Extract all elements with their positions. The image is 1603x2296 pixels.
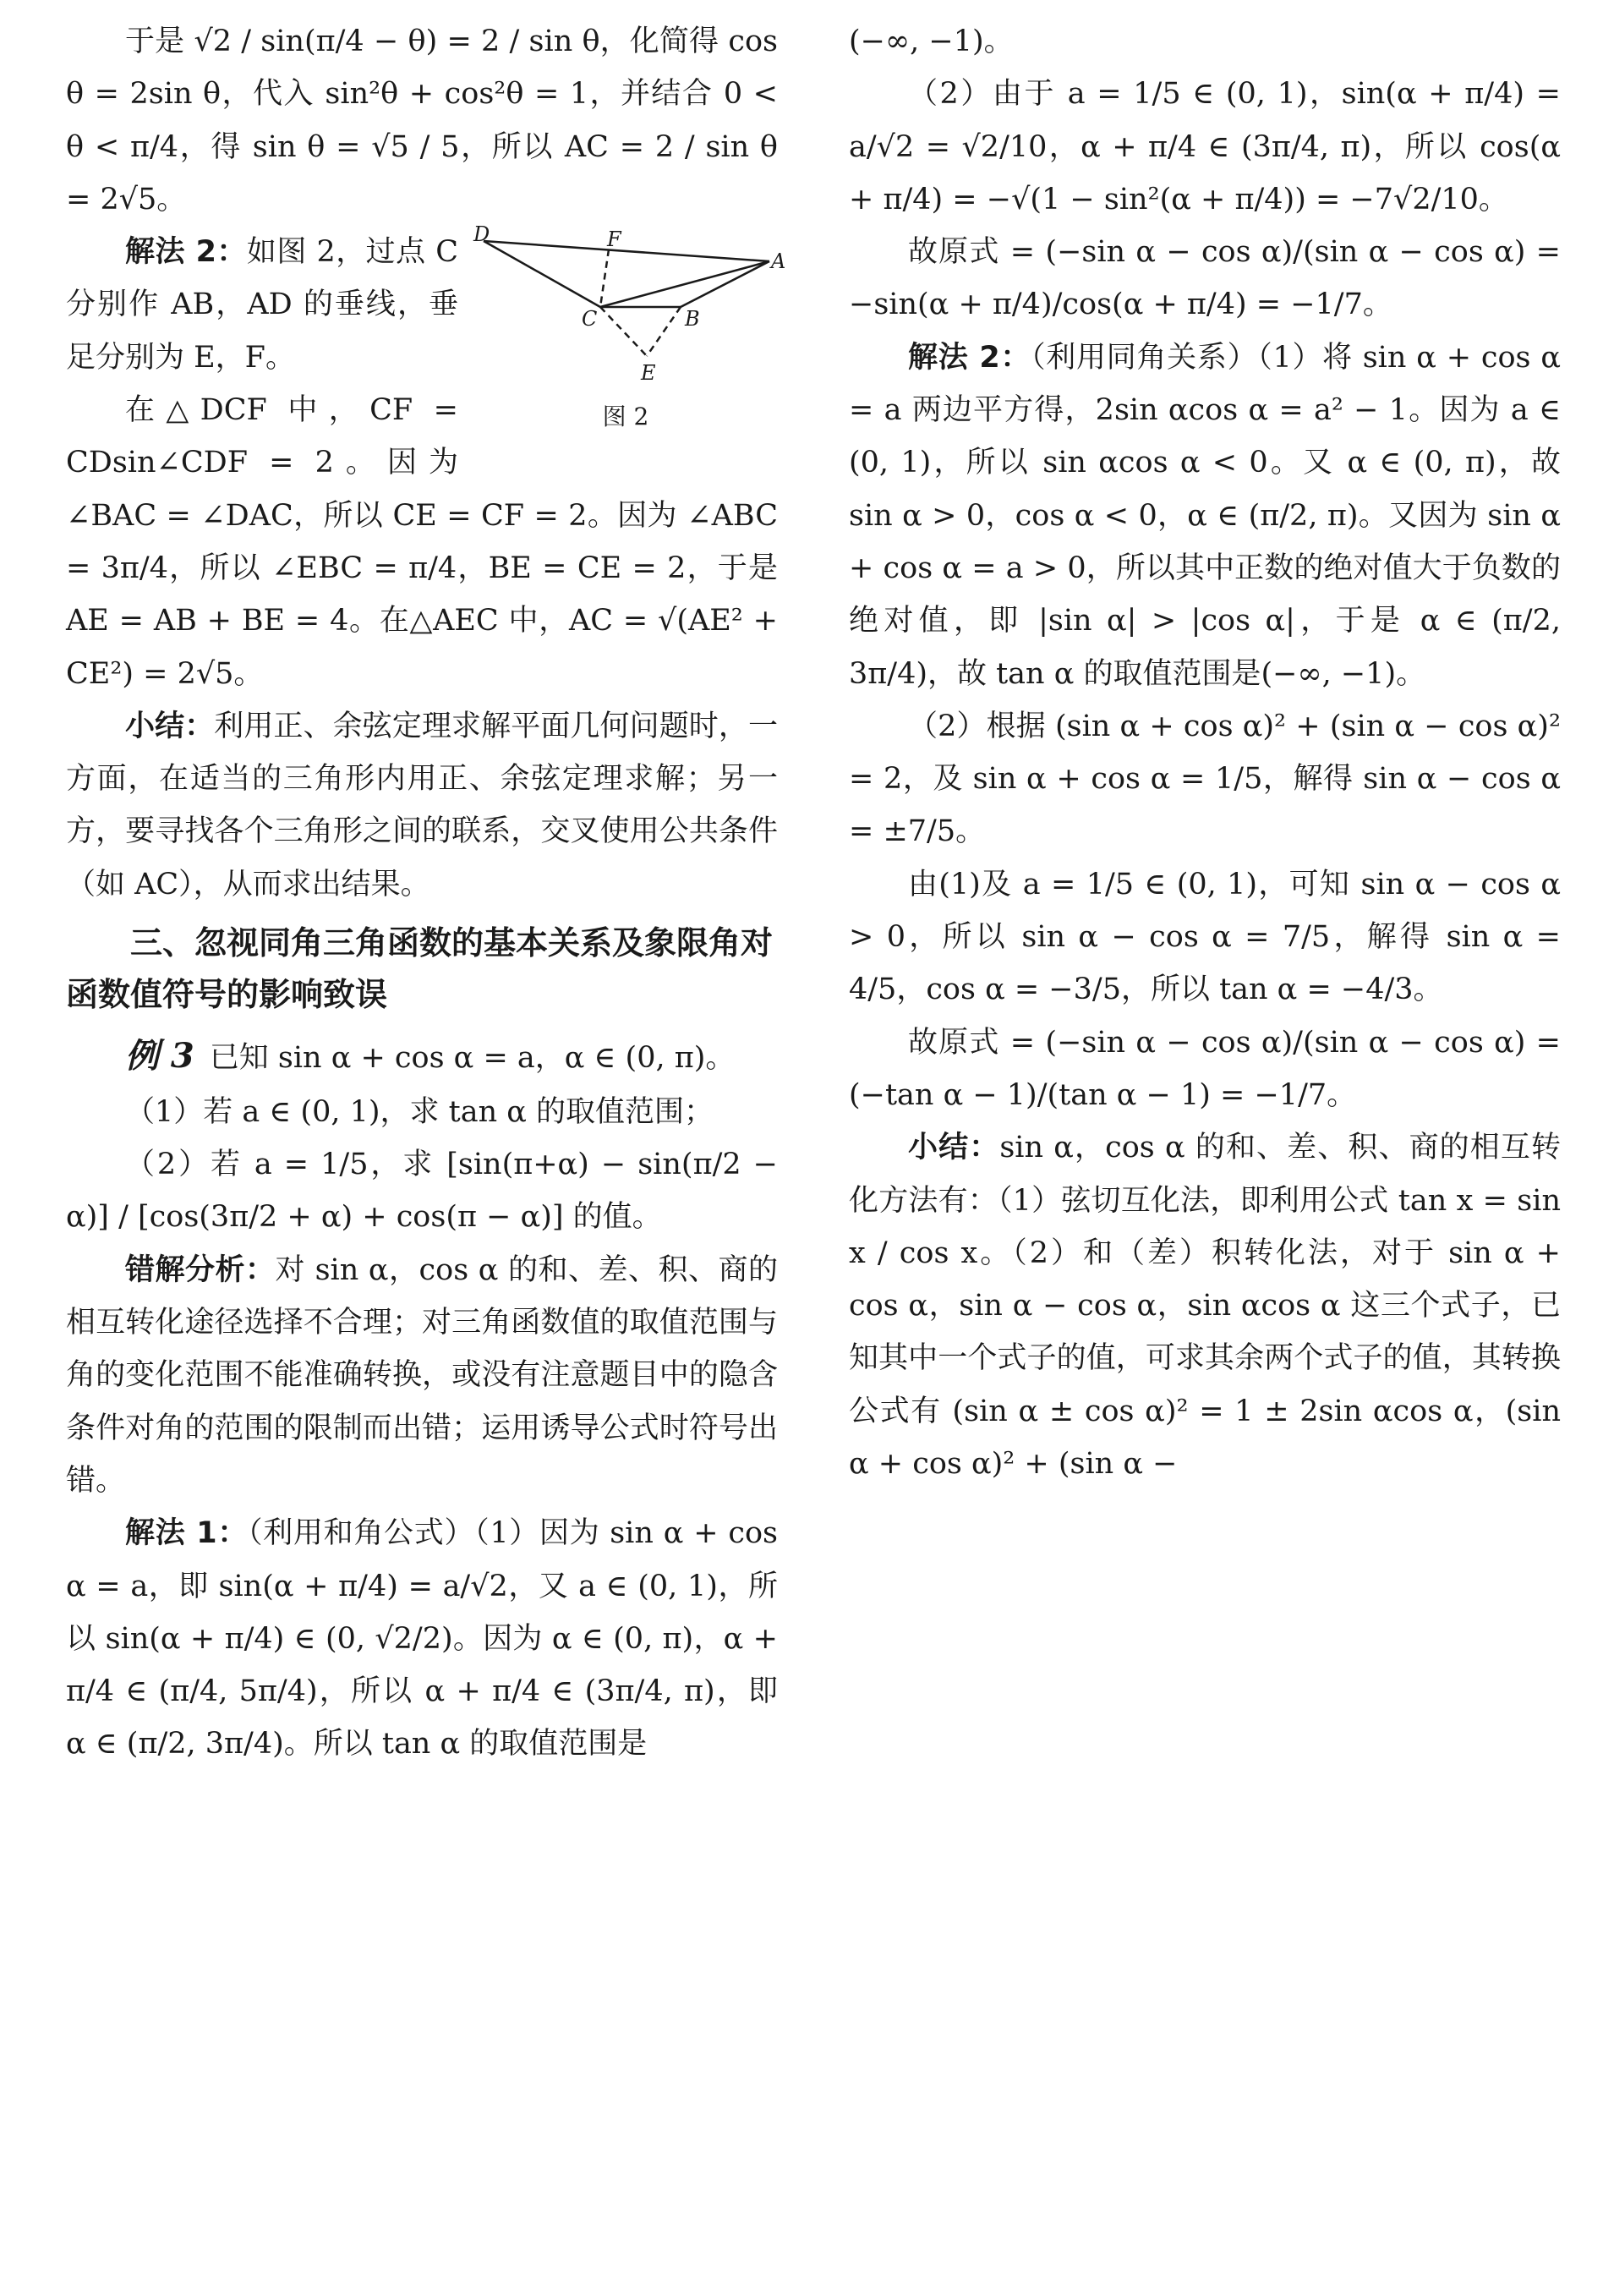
paragraph-method1 (66, 1507, 778, 1770)
summary-text: 利用正、余弦定理求解平面几何问题时，一方面，在适当的三角形内用正、余弦定理求解；另一方，要寻找各个三角形之间的联系，交叉使用公共条件（如 AC），从而求出结果。 (66, 709, 778, 901)
method1-text: （利用和角公式）（1）因为 sin α + cos α = a，即 sin(α + π/4) = a/√2，又 a ∈ (0, 1)，所以 sin(α + π/4) ∈ (0, √2/2)。因为 α ∈ (0, π)，α + π/4 ∈ (π/4, 5π/4)，所以 α + π/4 ∈ (3π/4, π)，即 α ∈ (π/2, 3π/4)。所以 tan α 的取值范围是 (66, 1516, 778, 1762)
paragraph-dcf: 在△DCF 中，CF = CDsin∠CDF = 2。因为 ∠BAC = ∠DAC，所以 CE = CF = 2。因为 ∠ABC = 3π/4，所以 ∠EBC = π/4，BE = CE = 2，于是 AE = AB + BE = 4。在△AEC 中，AC = √(AE² + CE²) = 2√5。 (66, 393, 778, 691)
label-a: A (771, 249, 786, 274)
example-label: 例 3 (125, 1035, 194, 1076)
paragraph-part2: （2）由于 a = 1/5 ∈ (0, 1)，sin(α + π/4) = a/√2 = √2/10，α + π/4 ∈ (3π/4, π)，所以 cos(α + π/4) = −√(1 − sin²(α + π/4)) = −7√2/10。 (849, 77, 1561, 216)
triangle-diagram (473, 222, 786, 400)
paragraph-method2-right (849, 332, 1561, 700)
error-analysis-label: 错解分析： (125, 1252, 276, 1287)
paragraph-error-analysis (66, 1244, 778, 1507)
label-e: E (641, 361, 656, 386)
paragraph-solution1-end: 于是 √2 / sin(π/4 − θ) = 2 / sin θ，化简得 cos θ = 2sin θ，代入 sin²θ + cos²θ = 1，并结合 0 < θ < π/4，得 sin θ = √5 / 5，所以 AC = 2 / sin θ = 2√5。 (66, 25, 778, 216)
paragraph-summary-right (849, 1121, 1561, 1490)
paragraph-example3 (66, 1026, 778, 1086)
question-2: （2）若 a = 1/5，求 [sin(π+α) − sin(π/2 − α)] / [cos(3π/2 + α) + cos(π − α)] 的值。 (66, 1148, 778, 1235)
example-text: 已知 sin α + cos α = a，α ∈ (0, π)。 (209, 1040, 736, 1075)
method2-right-text: （利用同角关系）（1）将 sin α + cos α = a 两边平方得，2sin αcos α = a² − 1。因为 a ∈ (0, 1)，所以 sin αcos α < 0。又 α ∈ (0, π)，故 sin α > 0，cos α < 0，α ∈ (π/2, π)。又因为 sin α + cos α = a > 0，所以其中正数的绝对值大于负数的绝对值，即 |sin α| > |cos α|，于是 α ∈ (π/2, 3π/4)，故 tan α 的取值范围是(−∞, −1)。 (849, 340, 1561, 691)
paragraph-original-value: 故原式 = (−sin α − cos α)/(sin α − cos α) = −sin(α + π/4)/cos(α + π/4) = −1/7。 (849, 235, 1561, 322)
figure-2 (473, 222, 786, 433)
paragraph-original-value-2: 故原式 = (−sin α − cos α)/(sin α − cos α) = (−tan α − 1)/(tan α − 1) = −1/7。 (849, 1025, 1561, 1112)
label-c: C (582, 307, 598, 332)
right-column (849, 15, 1561, 1490)
label-b: B (685, 307, 700, 332)
method2-label: 解法 2： (125, 235, 247, 270)
label-d: D (473, 222, 490, 247)
method2-right-label: 解法 2： (908, 340, 1031, 375)
method1-label: 解法 1： (125, 1516, 249, 1551)
figure-caption: 图 2 (602, 403, 649, 431)
left-column (66, 15, 786, 1771)
paragraph-solve-sincos: 由(1)及 a = 1/5 ∈ (0, 1)，可知 sin α − cos α > 0，所以 sin α − cos α = 7/5，解得 sin α = 4/5，cos α = −3/5，所以 tan α = −4/3。 (849, 867, 1561, 1007)
section-heading: 三、忽视同角三角函数的基本关系及象限角对函数值符号的影响致误 (66, 924, 774, 1013)
question-1: （1）若 a ∈ (0, 1)，求 tan α 的取值范围； (125, 1094, 714, 1129)
paragraph-range-result: (−∞, −1)。 (849, 25, 1014, 58)
summary-right-label: 小结： (908, 1131, 1000, 1165)
summary-label: 小结： (125, 709, 215, 743)
paragraph-summary (66, 700, 778, 911)
method2-text: 如图 2，过点 C 分别作 AB，AD 的垂线，垂足分别为 E，F。 (66, 235, 458, 375)
summary-right-text: sin α，cos α 的和、差、积、商的相互转化方法有：（1）弦切互化法，即利用公式 tan x = sin x / cos x。（2）和（差）积转化法，对于 sin α + cos α，sin α − cos α，sin αcos α 这三个式子，已知其中一个式子的值，可求其余两个式子的值，其转换公式有 (sin α ± cos α)² = 1 ± 2sin αcos α，(sin α + cos α)² + (sin α − (849, 1131, 1561, 1482)
error-analysis-text: 对 sin α，cos α 的和、差、积、商的相互转化途径选择不合理；对三角函数值的取值范围与角的变化范围不能准确转换，或没有注意题目中的隐含条件对角的范围的限制而出错；运用诱导公式时符号出错。 (66, 1252, 778, 1498)
paragraph-square-sum: （2）根据 (sin α + cos α)² + (sin α − cos α)² = 2，及 sin α + cos α = 1/5，解得 sin α − cos α = ±7/5。 (849, 709, 1561, 849)
label-f: F (607, 227, 621, 252)
